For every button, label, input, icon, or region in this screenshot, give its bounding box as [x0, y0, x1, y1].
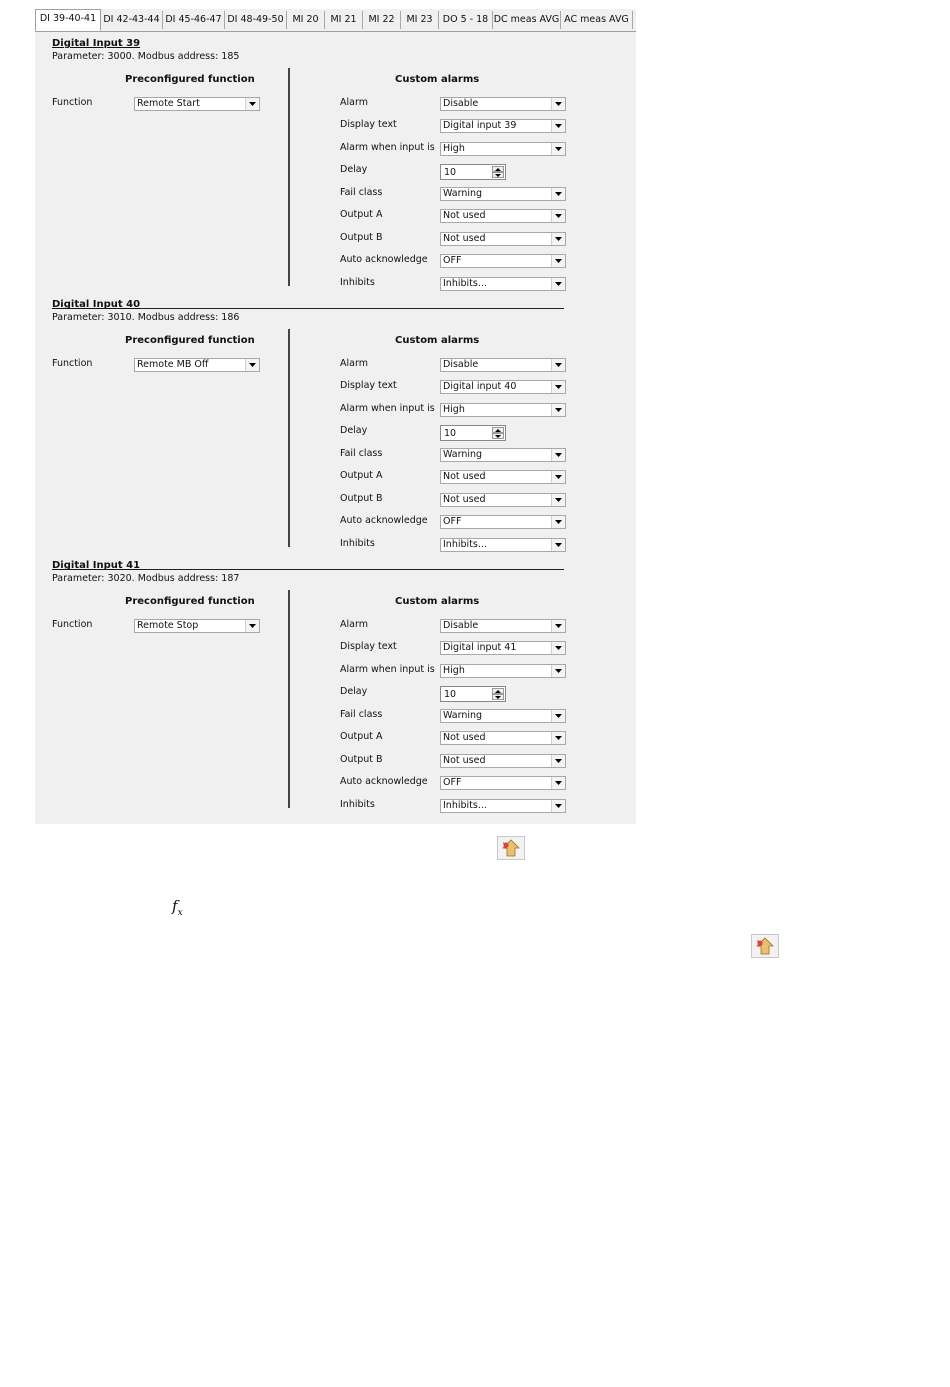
chevron-down-icon[interactable] — [551, 449, 565, 461]
display-text-value: Digital input 39 — [443, 120, 517, 131]
tab-bar — [35, 9, 636, 32]
alarm-value: Disable — [443, 359, 479, 370]
delay-value: 10 — [444, 689, 457, 700]
section-title: Digital Input 39 — [52, 38, 141, 49]
output-b-value: Not used — [443, 233, 486, 244]
spin-down-icon[interactable] — [492, 172, 504, 178]
output-a-select[interactable] — [440, 470, 566, 484]
auto-ack-label: Auto acknowledge — [340, 254, 428, 265]
preconfigured-header: Preconfigured function — [125, 335, 255, 346]
inhibits-value: Inhibits... — [443, 278, 487, 289]
alarm-value: Disable — [443, 620, 479, 631]
write-device-icon[interactable] — [497, 836, 525, 860]
function-fx-icon: $f_x$ — [172, 897, 183, 918]
chevron-down-icon[interactable] — [551, 143, 565, 155]
display-text-select[interactable] — [440, 380, 566, 394]
alarm-when-value: High — [443, 665, 465, 676]
function-value: Remote Stop — [137, 620, 199, 631]
fail-class-select[interactable] — [440, 709, 566, 723]
fail-class-value: Warning — [443, 188, 483, 199]
column-divider — [288, 68, 290, 286]
auto-ack-value: OFF — [443, 255, 462, 266]
function-label: Function — [52, 619, 93, 630]
section-parameter: Parameter: 3000. Modbus address: 185 — [52, 51, 240, 62]
output-a-select[interactable] — [440, 731, 566, 745]
chevron-down-icon[interactable] — [551, 665, 565, 677]
display-text-label: Display text — [340, 380, 397, 391]
alarm-when-select[interactable] — [440, 403, 566, 417]
tab-di-42-43-44[interactable]: DI 42-43-44 — [101, 11, 163, 29]
output-b-label: Output B — [340, 754, 383, 765]
preconfigured-header: Preconfigured function — [125, 74, 255, 85]
display-text-select[interactable] — [440, 119, 566, 133]
alarm-select[interactable] — [440, 358, 566, 372]
display-text-select[interactable] — [440, 641, 566, 655]
display-text-value: Digital input 41 — [443, 642, 517, 653]
alarm-when-select[interactable] — [440, 142, 566, 156]
inhibits-label: Inhibits — [340, 538, 375, 549]
output-b-value: Not used — [443, 494, 486, 505]
custom-alarms-header: Custom alarms — [395, 596, 480, 607]
tab-dc-meas-avg[interactable]: DC meas AVG — [493, 11, 561, 29]
tab-mi-23[interactable]: MI 23 — [401, 11, 439, 29]
alarm-when-label: Alarm when input is — [340, 142, 435, 153]
output-a-select[interactable] — [440, 209, 566, 223]
section-parameter: Parameter: 3020. Modbus address: 187 — [52, 573, 240, 584]
tab-ac-meas-avg[interactable]: AC meas AVG — [561, 11, 633, 29]
tab-di-45-46-47[interactable]: DI 45-46-47 — [163, 11, 225, 29]
chevron-down-icon[interactable] — [551, 539, 565, 551]
alarm-label: Alarm — [340, 97, 368, 108]
chevron-down-icon[interactable] — [245, 359, 259, 371]
chevron-down-icon[interactable] — [551, 98, 565, 110]
tab-mi-20[interactable]: MI 20 — [287, 11, 325, 29]
chevron-down-icon[interactable] — [551, 642, 565, 654]
chevron-down-icon[interactable] — [551, 620, 565, 632]
output-b-select[interactable] — [440, 232, 566, 246]
delay-label: Delay — [340, 164, 368, 175]
auto-ack-select[interactable] — [440, 776, 566, 790]
auto-ack-select[interactable] — [440, 515, 566, 529]
custom-alarms-header: Custom alarms — [395, 335, 480, 346]
inhibits-select[interactable] — [440, 799, 566, 813]
function-select[interactable] — [134, 97, 260, 111]
function-select[interactable] — [134, 619, 260, 633]
delay-spinner[interactable] — [440, 686, 506, 702]
inhibits-label: Inhibits — [340, 799, 375, 810]
chevron-down-icon[interactable] — [551, 255, 565, 267]
section-title: Digital Input 40 — [52, 299, 141, 310]
alarm-when-value: High — [443, 404, 465, 415]
inhibits-value: Inhibits... — [443, 800, 487, 811]
fail-class-value: Warning — [443, 449, 483, 460]
display-text-value: Digital input 40 — [443, 381, 517, 392]
tab-di-48-49-50[interactable]: DI 48-49-50 — [225, 11, 287, 29]
auto-ack-value: OFF — [443, 777, 462, 788]
tab-mi-22[interactable]: MI 22 — [363, 11, 401, 29]
spin-down-icon[interactable] — [492, 433, 504, 439]
section-title: Digital Input 41 — [52, 560, 141, 571]
section-parameter: Parameter: 3010. Modbus address: 186 — [52, 312, 240, 323]
function-value: Remote MB Off — [137, 359, 209, 370]
chevron-down-icon[interactable] — [551, 471, 565, 483]
delay-value: 10 — [444, 167, 457, 178]
section-digital-input-39 — [35, 38, 636, 299]
fail-class-label: Fail class — [340, 448, 383, 459]
output-a-value: Not used — [443, 210, 486, 221]
chevron-down-icon[interactable] — [551, 120, 565, 132]
output-b-value: Not used — [443, 755, 486, 766]
alarm-label: Alarm — [340, 619, 368, 630]
delay-value: 10 — [444, 428, 457, 439]
output-b-label: Output B — [340, 493, 383, 504]
tab-di-39-40-41[interactable]: DI 39-40-41 — [35, 9, 101, 31]
delay-label: Delay — [340, 425, 368, 436]
delay-spinner[interactable] — [440, 425, 506, 441]
output-a-value: Not used — [443, 471, 486, 482]
chevron-down-icon[interactable] — [245, 620, 259, 632]
chevron-down-icon[interactable] — [551, 777, 565, 789]
chevron-down-icon[interactable] — [551, 381, 565, 393]
custom-alarms-header: Custom alarms — [395, 74, 480, 85]
auto-ack-value: OFF — [443, 516, 462, 527]
inhibits-value: Inhibits... — [443, 539, 487, 550]
output-a-label: Output A — [340, 209, 383, 220]
chevron-down-icon[interactable] — [551, 710, 565, 722]
column-divider — [288, 590, 290, 808]
inhibits-select[interactable] — [440, 538, 566, 552]
auto-ack-select[interactable] — [440, 254, 566, 268]
function-value: Remote Start — [137, 98, 200, 109]
function-label: Function — [52, 358, 93, 369]
inhibits-select[interactable] — [440, 277, 566, 291]
display-text-label: Display text — [340, 119, 397, 130]
chevron-down-icon[interactable] — [551, 188, 565, 200]
output-a-label: Output A — [340, 470, 383, 481]
output-b-select[interactable] — [440, 754, 566, 768]
alarm-select[interactable] — [440, 97, 566, 111]
function-label: Function — [52, 97, 93, 108]
parameter-panel — [35, 9, 636, 824]
chevron-down-icon[interactable] — [551, 278, 565, 290]
inhibits-label: Inhibits — [340, 277, 375, 288]
delay-label: Delay — [340, 686, 368, 697]
chevron-down-icon[interactable] — [551, 494, 565, 506]
alarm-label: Alarm — [340, 358, 368, 369]
auto-ack-label: Auto acknowledge — [340, 515, 428, 526]
tab-mi-21[interactable]: MI 21 — [325, 11, 363, 29]
preconfigured-header: Preconfigured function — [125, 596, 255, 607]
output-b-label: Output B — [340, 232, 383, 243]
alarm-when-select[interactable] — [440, 664, 566, 678]
output-a-label: Output A — [340, 731, 383, 742]
column-divider — [288, 329, 290, 547]
chevron-down-icon[interactable] — [551, 755, 565, 767]
chevron-down-icon[interactable] — [551, 404, 565, 416]
output-a-value: Not used — [443, 732, 486, 743]
alarm-select[interactable] — [440, 619, 566, 633]
alarm-when-value: High — [443, 143, 465, 154]
spin-down-icon[interactable] — [492, 694, 504, 700]
tab-do-5-18[interactable]: DO 5 - 18 — [439, 11, 493, 29]
chevron-down-icon[interactable] — [551, 210, 565, 222]
section-digital-input-41 — [35, 560, 636, 821]
alarm-value: Disable — [443, 98, 479, 109]
auto-ack-label: Auto acknowledge — [340, 776, 428, 787]
chevron-down-icon[interactable] — [551, 516, 565, 528]
alarm-when-label: Alarm when input is — [340, 664, 435, 675]
fail-class-select[interactable] — [440, 448, 566, 462]
chevron-down-icon[interactable] — [551, 359, 565, 371]
output-b-select[interactable] — [440, 493, 566, 507]
chevron-down-icon[interactable] — [551, 233, 565, 245]
chevron-down-icon[interactable] — [551, 800, 565, 812]
fail-class-select[interactable] — [440, 187, 566, 201]
delay-spinner[interactable] — [440, 164, 506, 180]
display-text-label: Display text — [340, 641, 397, 652]
function-select[interactable] — [134, 358, 260, 372]
fail-class-value: Warning — [443, 710, 483, 721]
fail-class-label: Fail class — [340, 187, 383, 198]
fail-class-label: Fail class — [340, 709, 383, 720]
chevron-down-icon[interactable] — [551, 732, 565, 744]
alarm-when-label: Alarm when input is — [340, 403, 435, 414]
chevron-down-icon[interactable] — [245, 98, 259, 110]
section-digital-input-40 — [35, 299, 636, 560]
write-device-icon[interactable] — [751, 934, 779, 958]
